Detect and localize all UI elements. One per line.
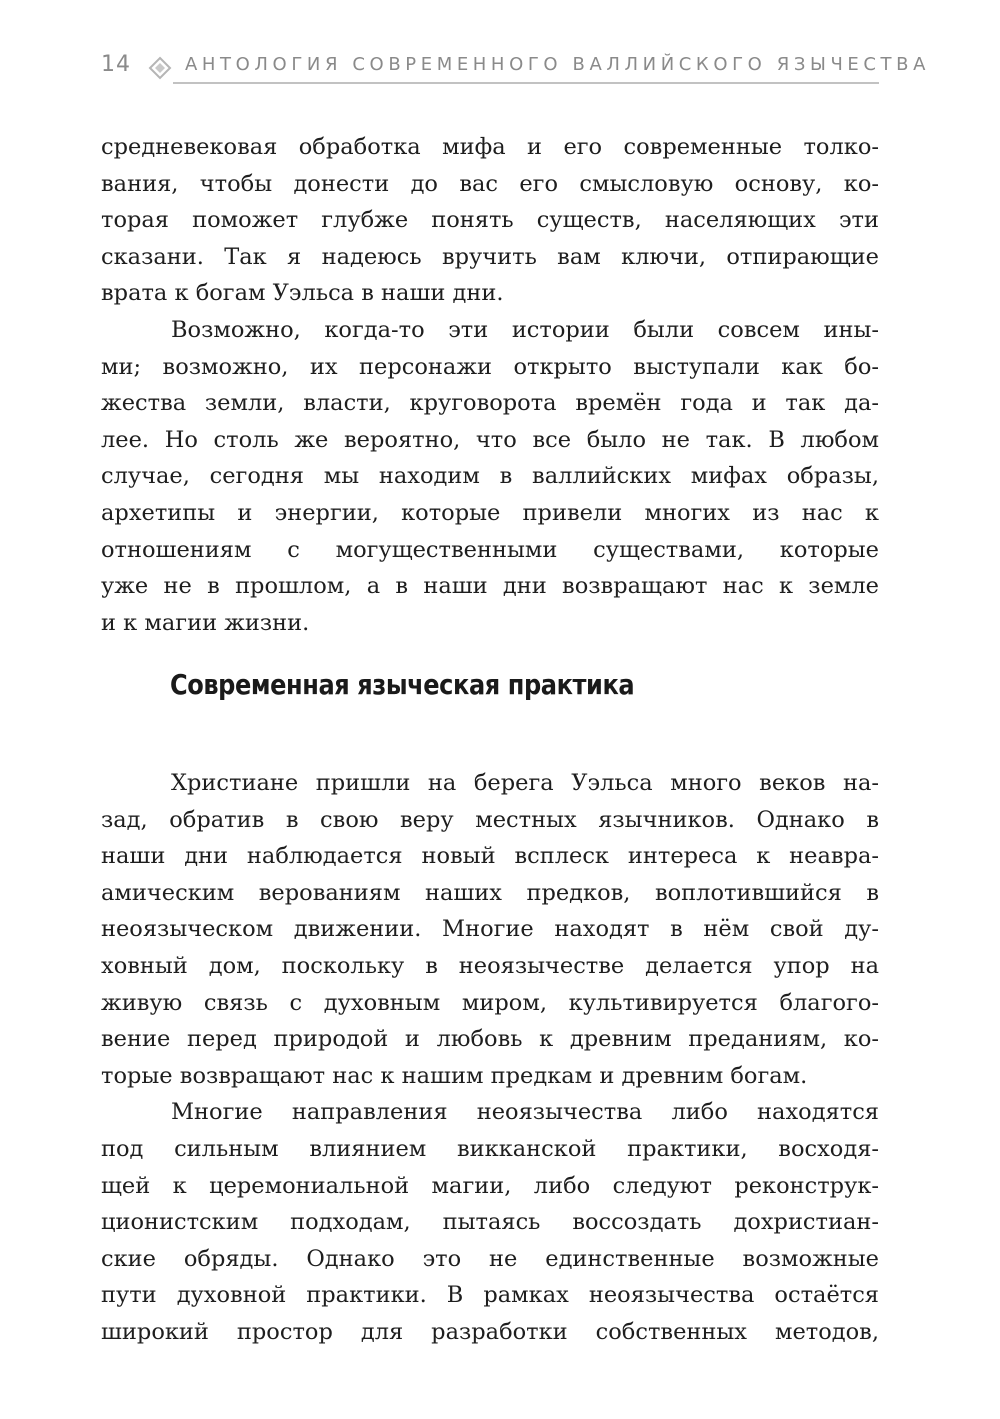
text-line: Многие направления неоязычества либо находятся (171, 1099, 879, 1126)
text-line: ми; возможно, их персонажи открыто выступали как бо- (101, 353, 879, 380)
text-line: зад, обратив в свою веру местных язычников. Однако в (101, 806, 879, 833)
text-line: Христиане пришли на берега Уэльса много веков на- (171, 770, 879, 796)
page-number: 14 (101, 52, 131, 77)
text-line: неоязыческом движении. Многие находят в нём свой ду- (101, 916, 879, 943)
text-line: живую связь с духовным миром, культивируется благого- (101, 989, 879, 1016)
text-line: вания, чтобы донести до вас его смысловую основу, ко- (101, 170, 879, 197)
text-line: ционистским подходам, пытаясь воссоздать дохристиан- (101, 1209, 879, 1236)
book-title: АНТОЛОГИЯ СОВРЕМЕННОГО ВАЛЛИЙСКОГО ЯЗЫЧЕСТВА (185, 54, 931, 75)
paragraph-block-1 (101, 129, 879, 641)
text-line: врата к богам Уэльса в наши дни. (101, 280, 504, 307)
text-line: широкий простор для разработки собственных методов, (101, 1318, 879, 1345)
text-line: и к магии жизни. (101, 609, 310, 636)
text-line: торая поможет глубже понять существ, населяющих эти (101, 207, 879, 234)
text-line: ские обряды. Однако это не единственные возможные (101, 1245, 879, 1272)
text-line: уже не в прошлом, а в наши дни возвращают нас к земле (101, 573, 879, 600)
text-line: щей к церемониальной магии, либо следуют реконструк- (101, 1172, 879, 1199)
paragraph-block-2 (101, 765, 879, 1351)
text-line: наши дни наблюдается новый всплеск интереса к неавра- (101, 843, 879, 870)
text-line: случае, сегодня мы находим в валлийских мифах образы, (101, 463, 879, 490)
text-line: вение перед природой и любовь к древним преданиям, ко- (101, 1026, 879, 1053)
diamond-ornament-icon (148, 56, 172, 80)
text-line: средневековая обработка мифа и его современные толко- (101, 134, 879, 160)
text-line: под сильным влиянием викканской практики, восходя- (101, 1135, 879, 1162)
running-head (101, 48, 931, 88)
text-line: лее. Но столь же вероятно, что все было не так. В любом (101, 426, 879, 453)
text-line: отношениям с могущественными существами, которые (101, 536, 879, 563)
text-line: пути духовной практики. В рамках неоязычества остаётся (101, 1282, 879, 1309)
text-line: амическим верованиям наших предков, воплотившийся в (101, 879, 879, 906)
text-line: торые возвращают нас к нашим предкам и древним богам. (101, 1062, 808, 1089)
text-line: жества земли, власти, круговорота времён года и так да- (101, 390, 879, 417)
section-heading: Современная языческая практика (170, 668, 635, 701)
header-rule (173, 82, 879, 84)
text-line: архетипы и энергии, которые привели многих из нас к (101, 499, 879, 526)
text-line: сказани. Так я надеюсь вручить вам ключи, отпирающие (101, 243, 879, 270)
text-line: Возможно, когда-то эти истории были совсем ины- (171, 316, 879, 343)
text-line: ховный дом, поскольку в неоязычестве делается упор на (101, 952, 879, 979)
